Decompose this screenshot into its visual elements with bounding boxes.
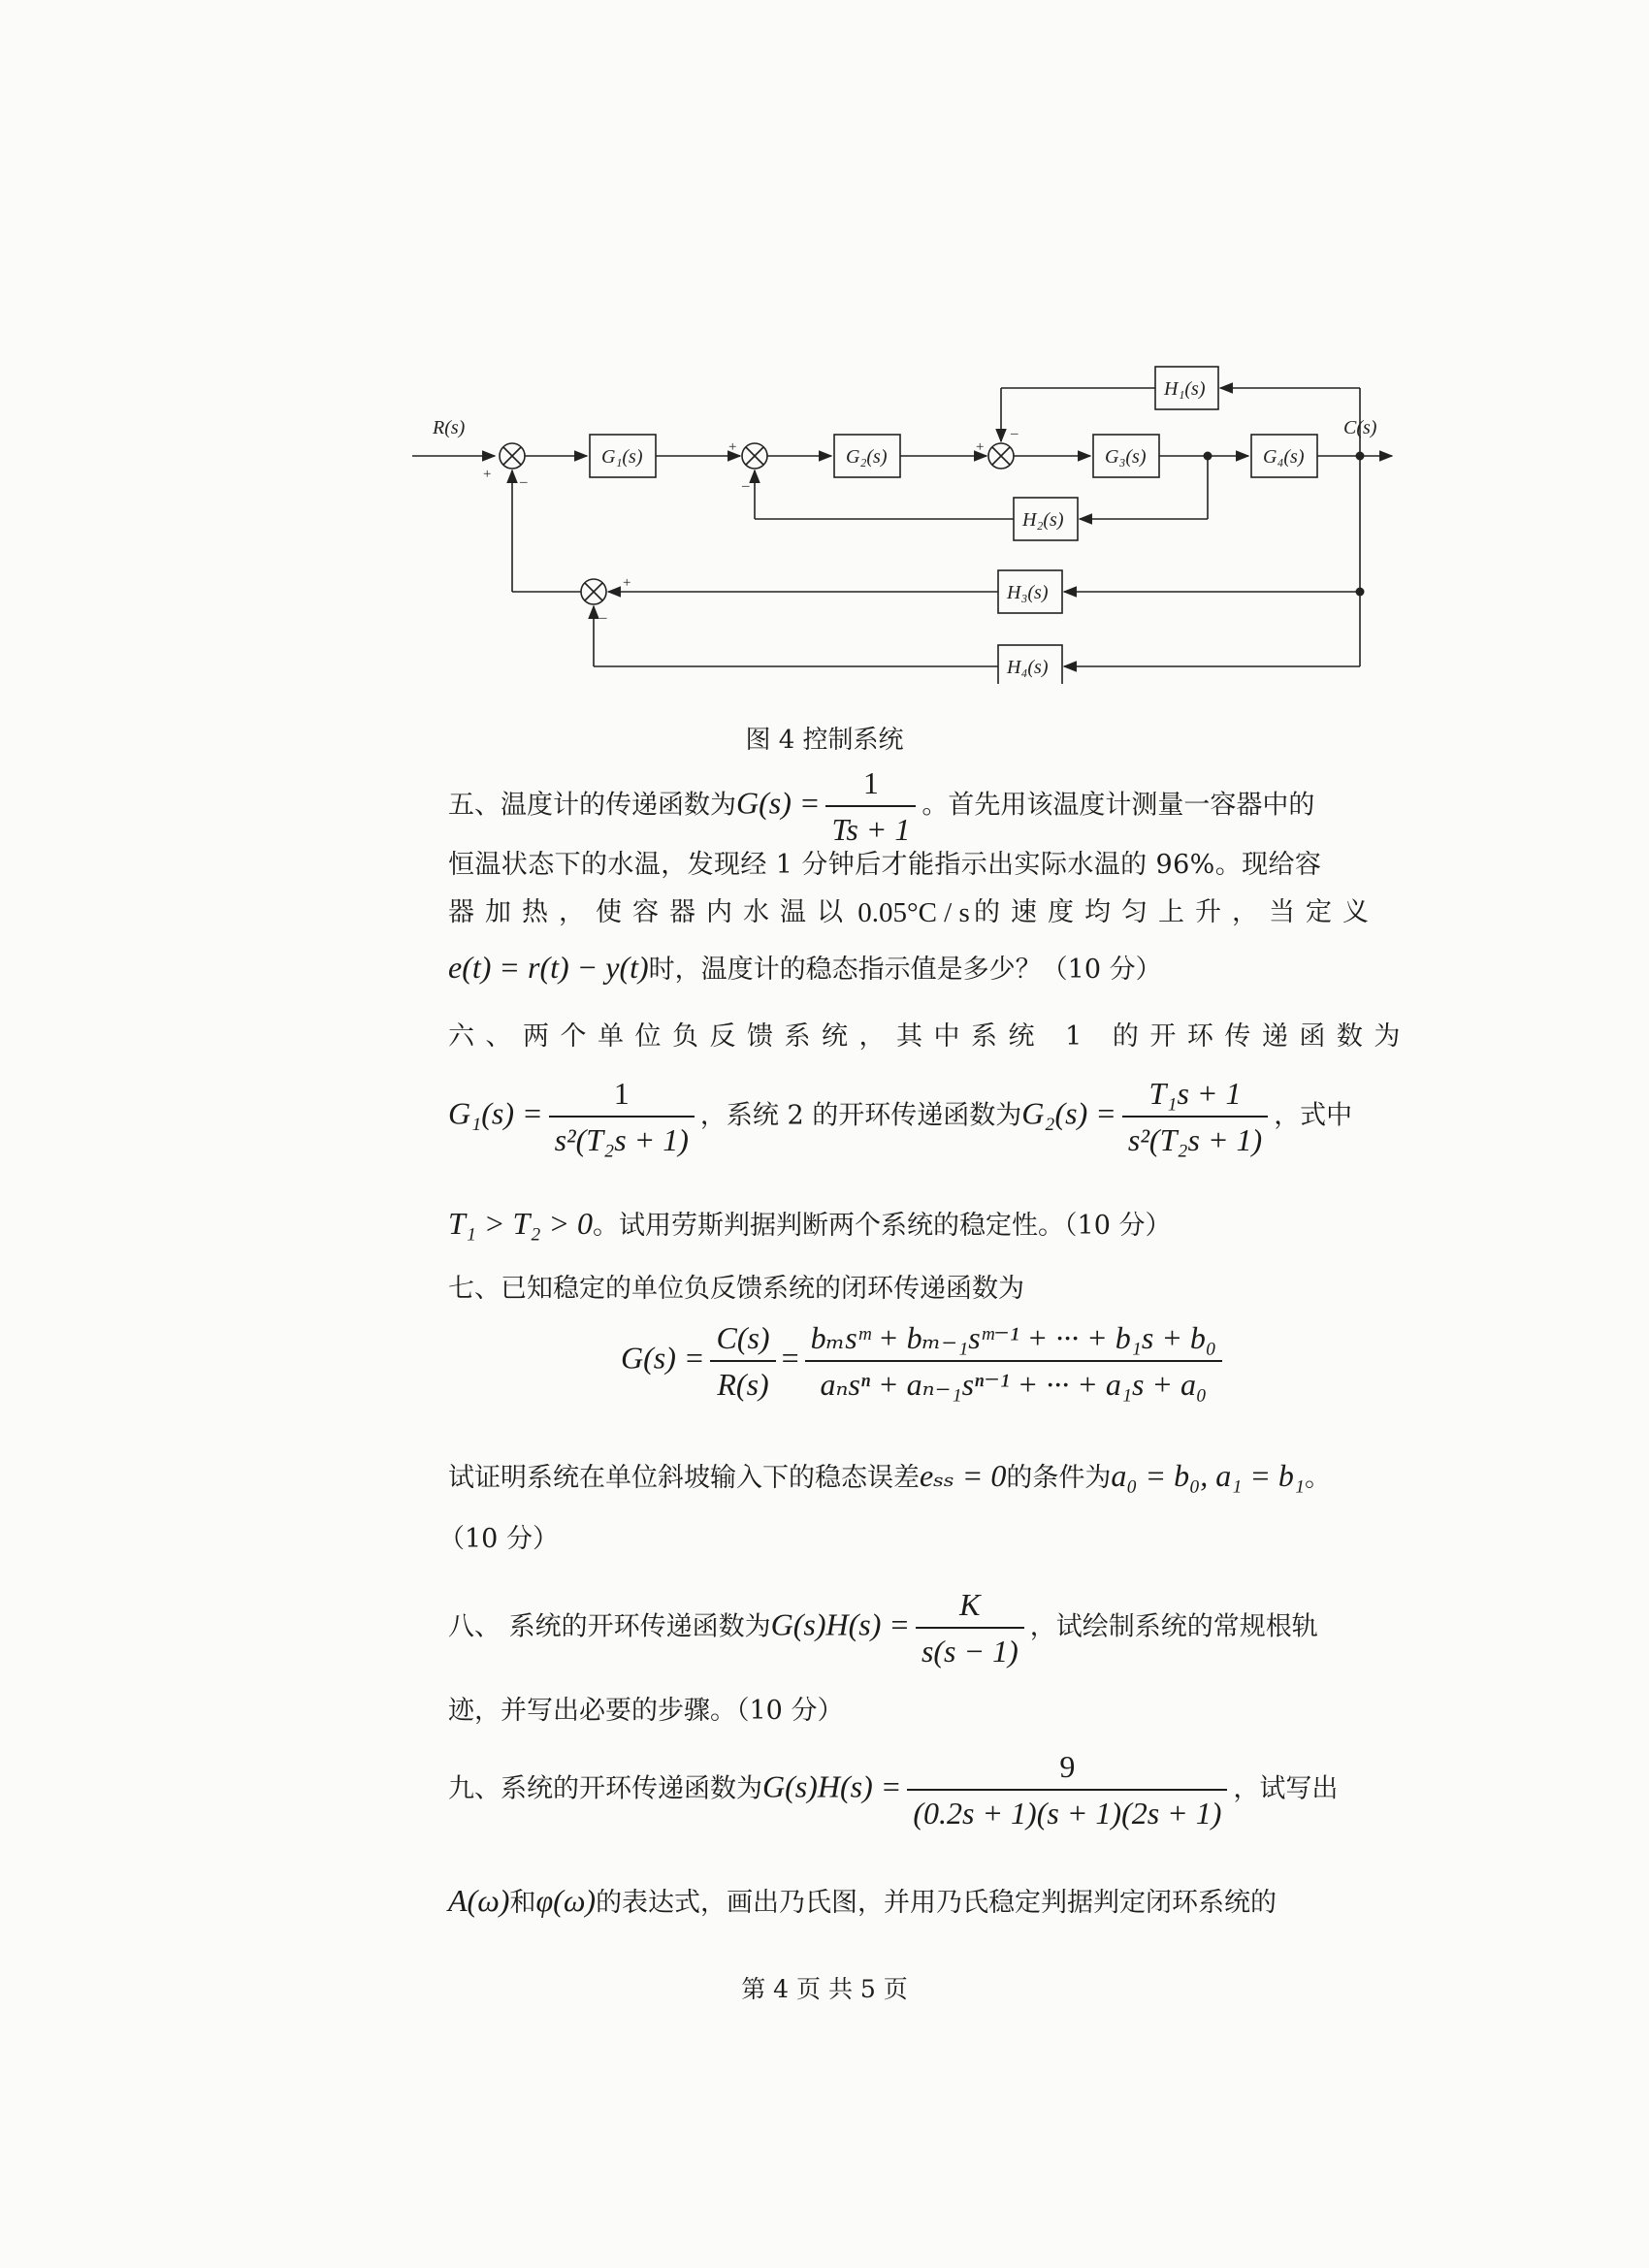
q9-and: 和 — [509, 1888, 536, 1918]
q7-line3-mid: 的条件为 — [1006, 1463, 1112, 1493]
q6-g1-lhs: G₁(s) = — [448, 1095, 543, 1131]
q6-mid: ，系统 2 的开环传递函数为 — [699, 1100, 1022, 1131]
q9-lhs: G(s)H(s) = — [762, 1768, 902, 1804]
label-g4: G₄(s) — [1263, 446, 1305, 468]
q5-formula-lhs: G(s) = — [736, 785, 821, 821]
q5-line3-suffix: 的速度均匀上升，当定义 — [973, 897, 1379, 927]
q9-suffix: ，试写出 — [1233, 1773, 1339, 1804]
sign-minus: – — [742, 478, 750, 494]
q5-line3 — [448, 894, 1379, 931]
q7-cr-fraction: $\frac{C(s)}{R(s)}$ — [710, 1319, 775, 1403]
q8-prefix: 八、 系统的开环传递函数为 — [448, 1611, 771, 1642]
q5-line1 — [448, 764, 1314, 848]
sign-plus: + — [976, 439, 985, 455]
q7-condition: a₀ = b₀, a₁ = b₁ — [1111, 1458, 1306, 1493]
q8-line2: 迹，并写出必要的步骤。（10 分） — [448, 1696, 844, 1726]
label-g3: G₃(s) — [1105, 446, 1147, 468]
q5-suffix: 。首先用该温度计测量一容器中的 — [922, 790, 1315, 821]
q5-rate: 0.05°C / s — [857, 897, 970, 928]
label-h1: H₁(s) — [1164, 378, 1206, 400]
sign-minus: – — [599, 610, 607, 626]
figure-caption: 图 4 控制系统 — [745, 726, 904, 755]
label-g2: G₂(s) — [846, 446, 888, 468]
q8-fraction: $\frac{K}{s(s - 1)}$ — [916, 1586, 1024, 1669]
q9-line1 — [448, 1748, 1338, 1831]
q5-fraction: $\frac{1}{Ts + 1}$ — [825, 764, 916, 848]
q8-line1 — [448, 1586, 1318, 1669]
q6-g2-fraction: $\frac{\text{T₁s + 1}}{\text{s²(T₂s + 1)}}$ — [1122, 1075, 1268, 1158]
label-g1: G₁(s) — [601, 446, 643, 468]
q8-lhs: G(s)H(s) = — [770, 1606, 910, 1642]
q6-line1: 六、两个单位负反馈系统，其中系统 1 的开环传递函数为 — [448, 1021, 1411, 1052]
q6-g1-fraction: $\frac{1}{\text{s²(T₂s + 1)}}$ — [549, 1075, 695, 1158]
q7-line3-end: 。 — [1305, 1463, 1332, 1493]
q9-prefix: 九、系统的开环传递函数为 — [448, 1773, 762, 1804]
q9-line2-suffix: 的表达式，画出乃氏图，并用乃氏稳定判据判定闭环系统的 — [596, 1888, 1277, 1918]
q6-g2-lhs: G₂(s) = — [1021, 1095, 1116, 1131]
label-h3: H₃(s) — [1007, 582, 1049, 603]
q9-line2 — [448, 1882, 1277, 1922]
q9-a-omega: A(ω) — [448, 1883, 510, 1918]
block-diagram — [407, 354, 1397, 684]
sign-plus: + — [623, 575, 631, 591]
sign-minus: – — [1011, 426, 1018, 441]
q6-condition: T₁ > T₂ > 0 — [448, 1206, 594, 1241]
q6-line3 — [448, 1205, 1171, 1245]
q5-line3-prefix: 器加热，使容器内水温以 — [448, 897, 854, 927]
q7-ess: eₛₛ = 0 — [920, 1458, 1007, 1493]
q6-end: ，式中 — [1274, 1100, 1353, 1131]
q5-line4-suffix: 时，温度计的稳态指示值是多少？（10 分） — [648, 955, 1162, 985]
label-input: R(s) — [433, 417, 466, 438]
label-h2: H₂(s) — [1022, 509, 1064, 531]
q5-error-def: e(t) = r(t) − y(t) — [448, 950, 649, 985]
sign-plus: + — [483, 467, 492, 482]
q7-poly-fraction: $\frac{\text{bₘsᵐ + bₘ₋₁sᵐ⁻¹ + ··· + b₁s + b₀}}{\text{aₙsⁿ + aₙ₋₁sⁿ⁻¹ + ··· + a₁s + a₀}}$ — [805, 1319, 1222, 1403]
q9-phi-omega: φ(ω) — [535, 1883, 597, 1918]
q5-line4 — [448, 949, 1162, 988]
page-number: 第 4 页 共 5 页 — [741, 1975, 908, 2003]
q5-prefix: 五、温度计的传递函数为 — [448, 790, 736, 821]
label-h4: H₄(s) — [1007, 657, 1049, 678]
q9-fraction: $\frac{9}{(0.2s + 1)(s + 1)(2s + 1)}$ — [907, 1748, 1227, 1831]
sign-minus: – — [520, 474, 528, 490]
q7-line1: 七、已知稳定的单位负反馈系统的闭环传递函数为 — [448, 1274, 1024, 1304]
q7-score: （10 分） — [438, 1524, 559, 1554]
q6-line2 — [448, 1075, 1352, 1158]
q7-lhs: G(s) = — [621, 1340, 705, 1376]
q7-formula — [621, 1319, 1228, 1403]
q7-eq: = — [781, 1340, 799, 1376]
q5-line2: 恒温状态下的水温，发现经 1 分钟后才能指示出实际水温的 96%。现给容 — [448, 850, 1322, 880]
q6-line3-suffix: 。试用劳斯判据判断两个系统的稳定性。（10 分） — [593, 1211, 1172, 1241]
sign-plus: + — [728, 439, 737, 455]
q8-suffix: ，试绘制系统的常规根轨 — [1029, 1611, 1318, 1642]
label-output: C(s) — [1343, 417, 1377, 438]
q7-line3 — [448, 1457, 1331, 1497]
q7-line3-prefix: 试证明系统在单位斜坡输入下的稳态误差 — [448, 1463, 920, 1493]
